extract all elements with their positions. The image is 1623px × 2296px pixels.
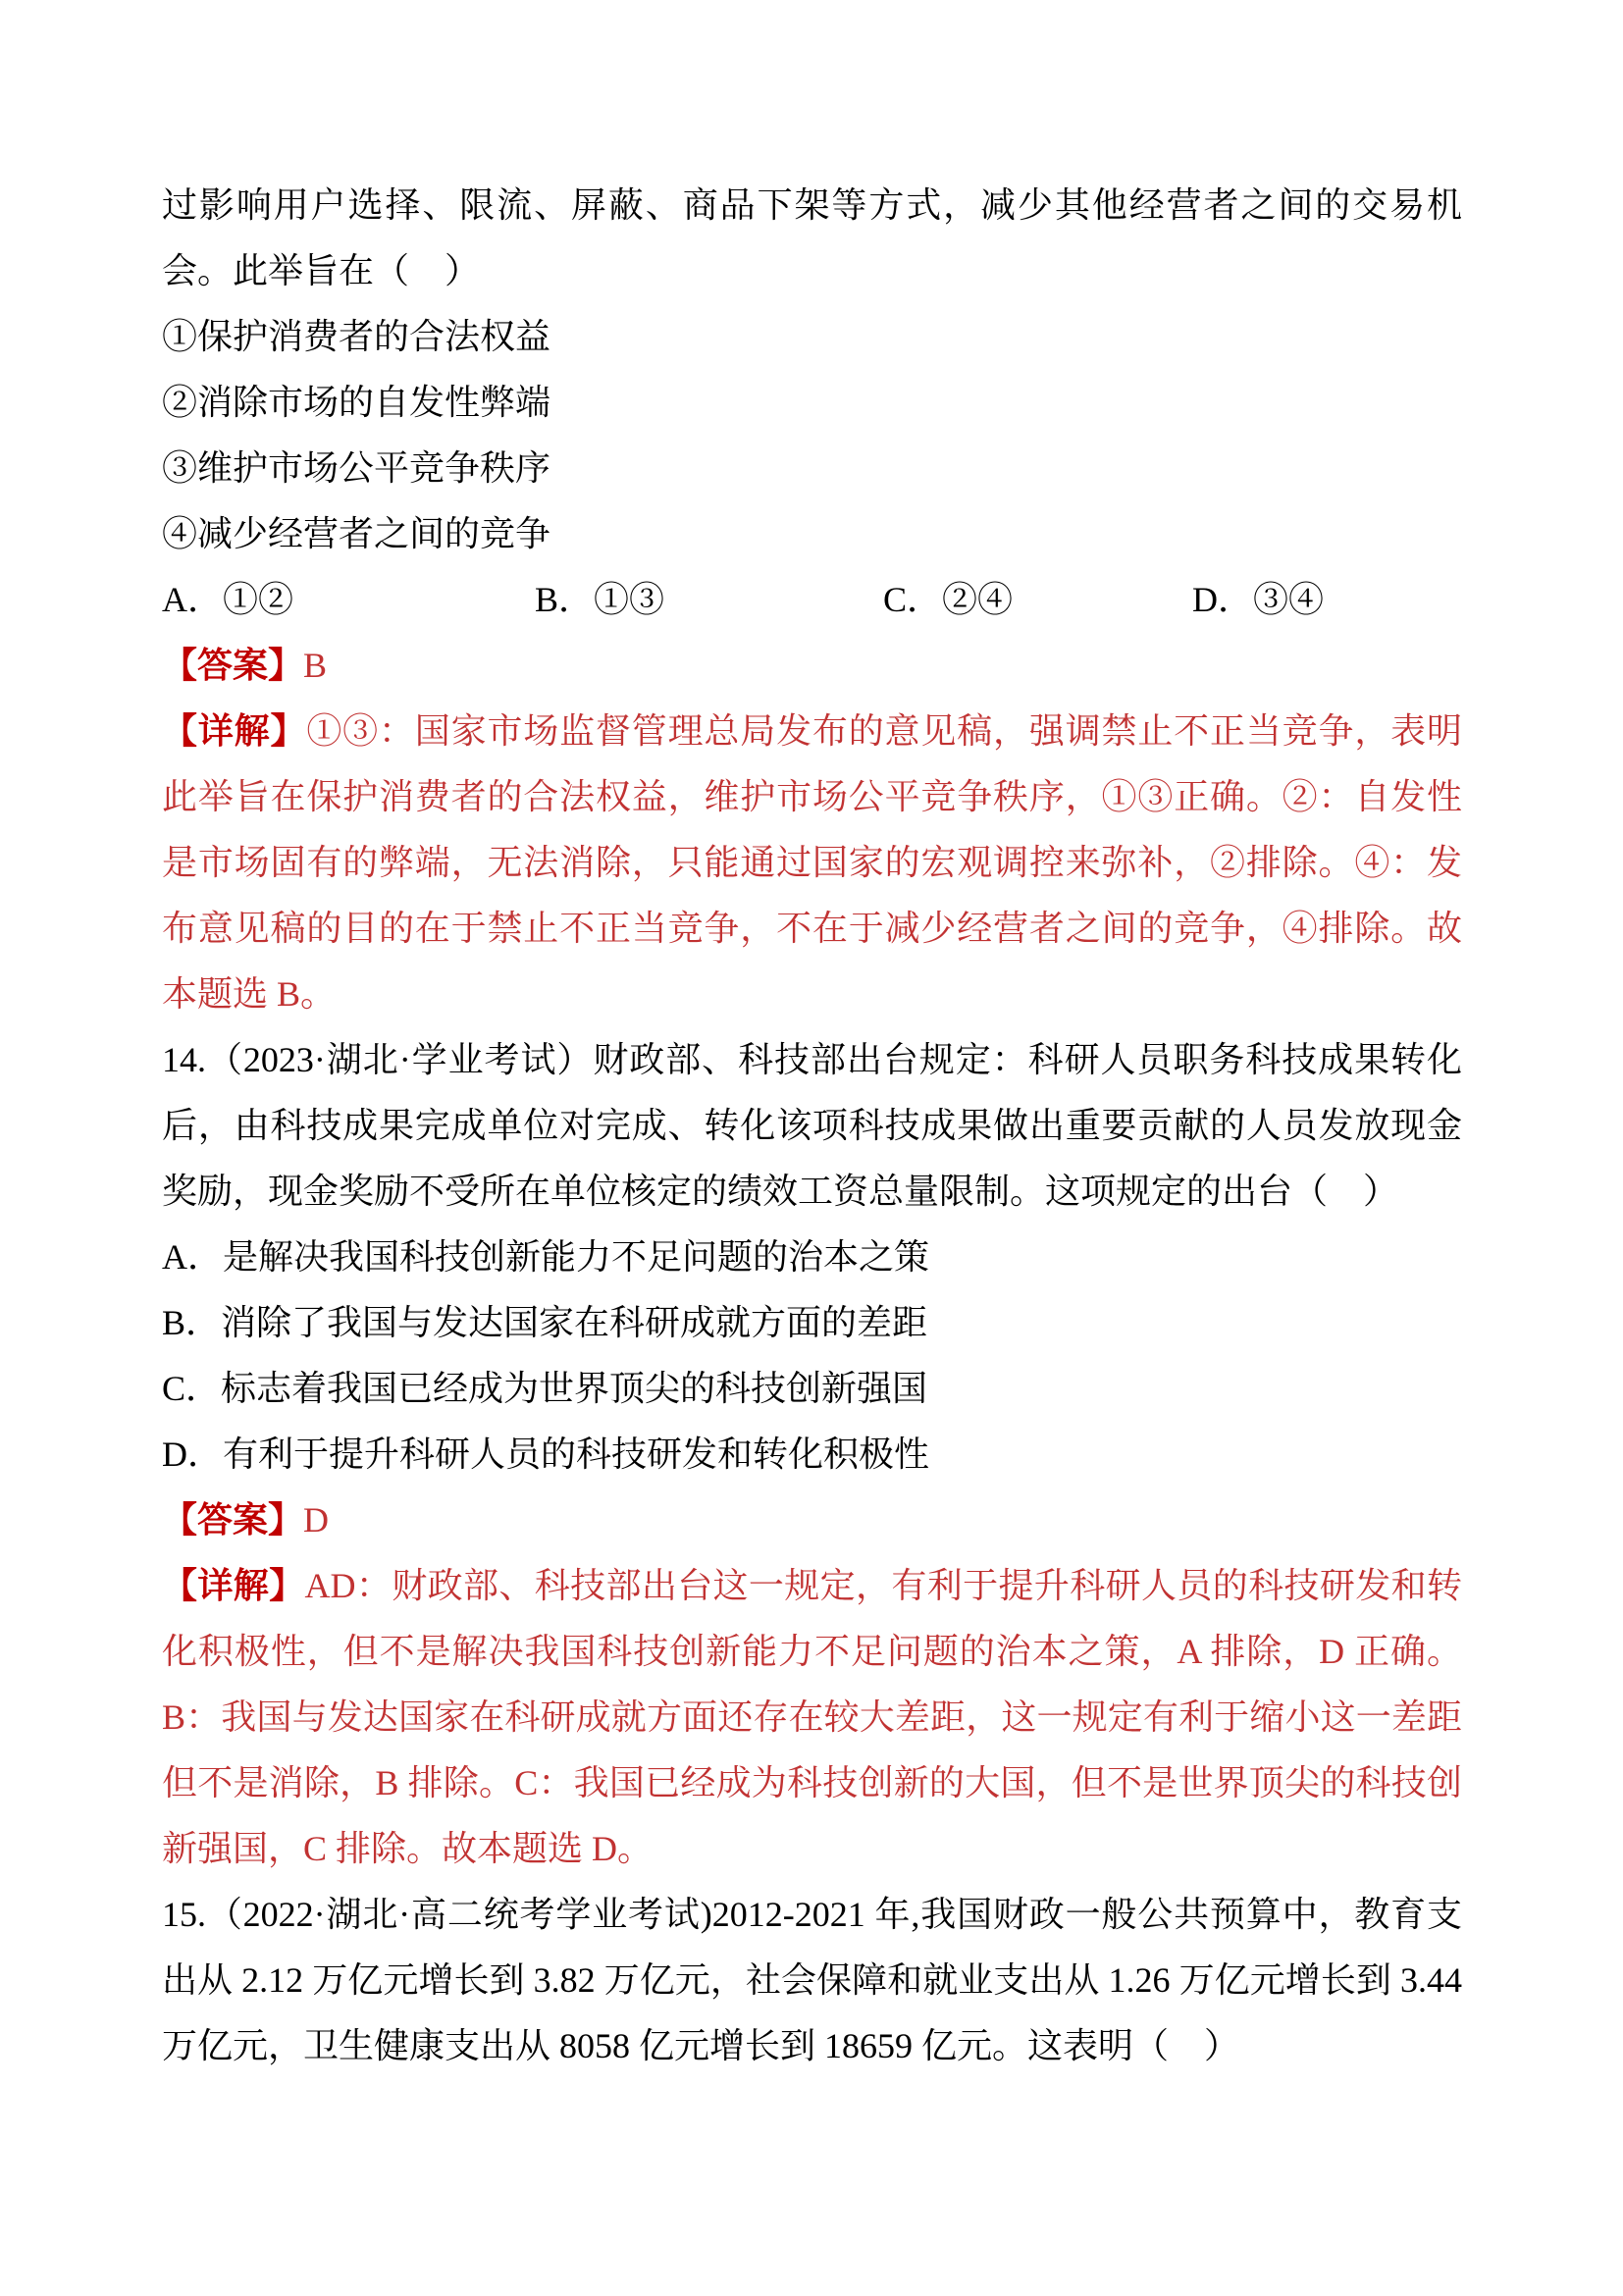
question-14-answer-line	[162, 1487, 1462, 1553]
question-14-analysis-paragraph	[162, 1553, 1462, 1882]
question-14-option-c: C．标志着我国已经成为世界顶尖的科技创新强国	[162, 1369, 928, 1408]
question-13-option-b: B．①③	[535, 580, 665, 619]
question-13-answer-value: B	[303, 646, 328, 685]
question-13-answer-line	[162, 633, 1462, 699]
question-13-analysis-text: ①③：国家市场监督管理总局发布的意见稿，强调禁止不正当竞争，表明此举旨在保护消费者的合法权益，维护市场公平竞争秩序，①③正确。②：自发性是市场固有的弊端，无法消除，只能通过国家的宏观调控来弥补，②排除。④：发布意见稿的目的在于禁止不正当竞争，不在于减少经营者之间的竞争，④排除。故本题选 B。	[162, 711, 1462, 1014]
question-14-analysis-text: AD：财政部、科技部出台这一规定，有利于提升科研人员的科技研发和转化积极性，但不是解决我国科技创新能力不足问题的治本之策，A 排除，D 正确。B：我国与发达国家在科研成就方面还存在较大差距，这一规定有利于缩小这一差距但不是消除，B 排除。C：我国已经成为科技创新的大国，但不是世界顶尖的科技创新强国，C 排除。故本题选 D。	[162, 1566, 1462, 1868]
question-15-stem: 15.（2022·湖北·高二统考学业考试)2012-2021 年,我国财政一般公共预算中，教育支出从 2.12 万亿元增长到 3.82 万亿元，社会保障和就业支出从 1.26 万亿元增长到 3.44 万亿元，卫生健康支出从 8058 亿元增长到 18659 亿元。这表明（ ）	[162, 1895, 1462, 2065]
question-14-block	[162, 1027, 1462, 1882]
question-14-stem: 14.（2023·湖北·学业考试）财政部、科技部出台规定：科研人员职务科技成果转化后，由科技成果完成单位对完成、转化该项科技成果做出重要贡献的人员发放现金奖励，现金奖励不受所在单位核定的绩效工资总量限制。这项规定的出台（ ）	[162, 1040, 1462, 1211]
question-15-block	[162, 1882, 1462, 2079]
question-13-option-a: A．①②	[162, 580, 293, 619]
question-14-answer-label: 【答案】	[162, 1500, 304, 1539]
question-13-options-row	[162, 567, 1462, 633]
question-13-analysis-label: 【详解】	[162, 711, 307, 751]
question-14-option-b: B．消除了我国与发达国家在科研成就方面的差距	[162, 1303, 928, 1342]
question-13-option-d: D．③④	[1192, 580, 1324, 619]
question-13-statement-3: ③维护市场公平竞争秩序	[162, 448, 551, 488]
question-13-statement-4: ④减少经营者之间的竞争	[162, 514, 551, 553]
question-13-analysis-paragraph	[162, 699, 1462, 1027]
question-14-analysis-label: 【详解】	[162, 1566, 305, 1605]
question-13-block	[162, 173, 1462, 1027]
question-13-answer-label: 【答案】	[162, 646, 304, 685]
question-13-stem-continuation: 过影响用户选择、限流、屏蔽、商品下架等方式，减少其他经营者之间的交易机会。此举旨在（ ）	[162, 185, 1462, 290]
question-13-statement-2: ②消除市场的自发性弊端	[162, 383, 551, 422]
question-14-option-a: A．是解决我国科技创新能力不足问题的治本之策	[162, 1237, 929, 1277]
question-14-answer-value: D	[303, 1500, 330, 1539]
question-13-statement-1: ①保护消费者的合法权益	[162, 317, 551, 356]
question-14-option-d: D．有利于提升科研人员的科技研发和转化积极性	[162, 1435, 929, 1474]
question-13-option-c: C．②④	[883, 580, 1014, 619]
